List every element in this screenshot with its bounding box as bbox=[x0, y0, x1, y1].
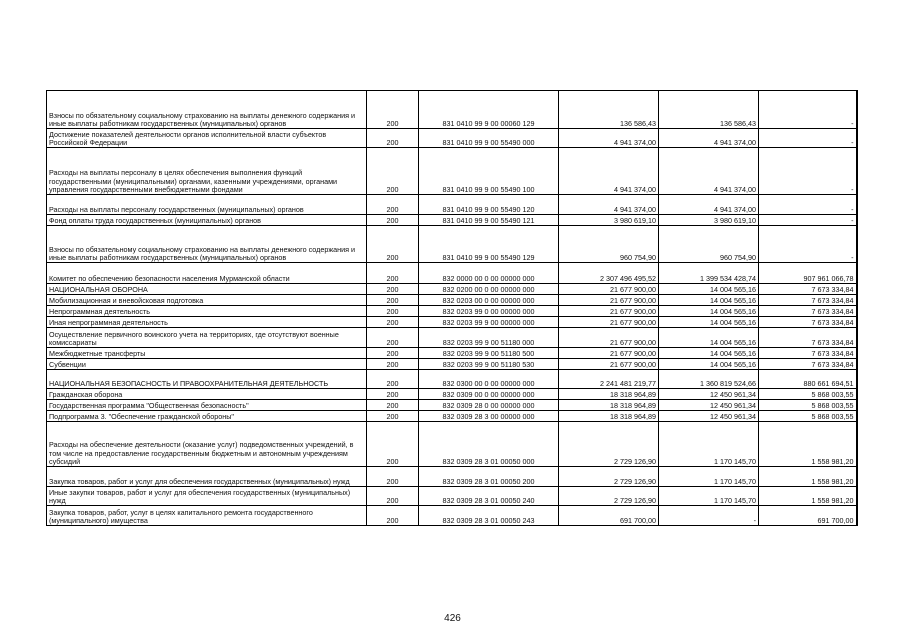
row-executed-amount: 4 941 374,00 bbox=[659, 129, 759, 148]
row-executed-amount: 1 170 145,70 bbox=[659, 487, 759, 506]
row-name: Фонд оплаты труда государственных (муниципальных) органов bbox=[47, 215, 367, 226]
row-name: Достижение показателей деятельности органов исполнительной власти субъектов Российской Федерации bbox=[47, 129, 367, 148]
row-classification-code: 831 0410 99 9 00 00060 129 bbox=[419, 91, 559, 129]
row-admin-code: 200 bbox=[367, 148, 419, 195]
row-admin-code: 200 bbox=[367, 328, 419, 348]
table-row bbox=[47, 348, 857, 359]
row-unexecuted-amount: - bbox=[759, 195, 857, 215]
row-unexecuted-amount: 7 673 334,84 bbox=[759, 359, 857, 370]
table-row bbox=[47, 284, 857, 295]
row-unexecuted-amount: 1 558 981,20 bbox=[759, 422, 857, 467]
row-unexecuted-amount: 7 673 334,84 bbox=[759, 284, 857, 295]
table-row bbox=[47, 263, 857, 284]
row-name: Государственная программа "Общественная безопасность" bbox=[47, 400, 367, 411]
table-row bbox=[47, 195, 857, 215]
row-unexecuted-amount: - bbox=[759, 129, 857, 148]
table-row bbox=[47, 487, 857, 506]
row-name: Взносы по обязательному социальному страхованию на выплаты денежного содержания и иные выплаты работникам государственных (муниципальных) органов bbox=[47, 226, 367, 263]
row-unexecuted-amount: - bbox=[759, 91, 857, 129]
row-approved-amount: 136 586,43 bbox=[559, 91, 659, 129]
row-executed-amount: 1 170 145,70 bbox=[659, 467, 759, 487]
row-classification-code: 832 0309 28 3 01 00050 000 bbox=[419, 422, 559, 467]
row-executed-amount: 3 980 619,10 bbox=[659, 215, 759, 226]
row-admin-code: 200 bbox=[367, 295, 419, 306]
table-row bbox=[47, 370, 857, 389]
row-unexecuted-amount: 7 673 334,84 bbox=[759, 328, 857, 348]
row-unexecuted-amount: - bbox=[759, 215, 857, 226]
row-name: Межбюджетные трансферты bbox=[47, 348, 367, 359]
row-approved-amount: 3 980 619,10 bbox=[559, 215, 659, 226]
row-unexecuted-amount: - bbox=[759, 226, 857, 263]
row-name: Иные закупки товаров, работ и услуг для обеспечения государственных (муниципальных) нужд bbox=[47, 487, 367, 506]
row-approved-amount: 4 941 374,00 bbox=[559, 195, 659, 215]
table-row bbox=[47, 148, 857, 195]
table-row bbox=[47, 359, 857, 370]
row-executed-amount: 4 941 374,00 bbox=[659, 148, 759, 195]
row-classification-code: 832 0309 28 0 00 00000 000 bbox=[419, 400, 559, 411]
row-name: Иная непрограммная деятельность bbox=[47, 317, 367, 328]
budget-report-sheet bbox=[46, 90, 856, 526]
row-executed-amount: 14 004 565,16 bbox=[659, 317, 759, 328]
table-row bbox=[47, 400, 857, 411]
row-admin-code: 200 bbox=[367, 370, 419, 389]
budget-execution-table bbox=[46, 90, 858, 526]
table-row bbox=[47, 226, 857, 263]
table-body bbox=[47, 91, 857, 526]
row-executed-amount: 12 450 961,34 bbox=[659, 389, 759, 400]
row-unexecuted-amount: - bbox=[759, 148, 857, 195]
row-name: Осуществление первичного воинского учета на территориях, где отсутствуют военные комиссариаты bbox=[47, 328, 367, 348]
row-name: Расходы на выплаты персоналу государственных (муниципальных) органов bbox=[47, 195, 367, 215]
row-admin-code: 200 bbox=[367, 129, 419, 148]
row-executed-amount: 1 399 534 428,74 bbox=[659, 263, 759, 284]
row-classification-code: 831 0410 99 9 00 55490 120 bbox=[419, 195, 559, 215]
row-classification-code: 832 0000 00 0 00 00000 000 bbox=[419, 263, 559, 284]
row-approved-amount: 18 318 964,89 bbox=[559, 411, 659, 422]
row-executed-amount: 12 450 961,34 bbox=[659, 400, 759, 411]
row-classification-code: 832 0309 28 3 01 00050 240 bbox=[419, 487, 559, 506]
row-executed-amount: 14 004 565,16 bbox=[659, 359, 759, 370]
table-row bbox=[47, 295, 857, 306]
row-unexecuted-amount: 5 868 003,55 bbox=[759, 411, 857, 422]
row-admin-code: 200 bbox=[367, 317, 419, 328]
row-unexecuted-amount: 5 868 003,55 bbox=[759, 389, 857, 400]
row-unexecuted-amount: 7 673 334,84 bbox=[759, 295, 857, 306]
table-row bbox=[47, 215, 857, 226]
row-approved-amount: 960 754,90 bbox=[559, 226, 659, 263]
row-classification-code: 831 0410 99 9 00 55490 121 bbox=[419, 215, 559, 226]
row-name: Расходы на выплаты персоналу в целях обеспечения выполнения функций государственными (муниципальными) органами, казенными учреждениями, органами управления государственными внебюджетными фондами bbox=[47, 148, 367, 195]
row-executed-amount: - bbox=[659, 506, 759, 526]
row-approved-amount: 21 677 900,00 bbox=[559, 306, 659, 317]
row-classification-code: 832 0203 99 9 00 51180 000 bbox=[419, 328, 559, 348]
row-admin-code: 200 bbox=[367, 467, 419, 487]
row-approved-amount: 2 729 126,90 bbox=[559, 487, 659, 506]
row-approved-amount: 2 241 481 219,77 bbox=[559, 370, 659, 389]
row-name: Мобилизационная и вневойсковая подготовка bbox=[47, 295, 367, 306]
row-name: Комитет по обеспечению безопасности населения Мурманской области bbox=[47, 263, 367, 284]
table-row bbox=[47, 129, 857, 148]
row-name: Закупка товаров, работ и услуг для обеспечения государственных (муниципальных) нужд bbox=[47, 467, 367, 487]
row-unexecuted-amount: 7 673 334,84 bbox=[759, 317, 857, 328]
page-number: 426 bbox=[444, 613, 461, 624]
row-admin-code: 200 bbox=[367, 389, 419, 400]
row-classification-code: 832 0309 28 3 01 00050 243 bbox=[419, 506, 559, 526]
table-row bbox=[47, 467, 857, 487]
row-admin-code: 200 bbox=[367, 400, 419, 411]
row-executed-amount: 14 004 565,16 bbox=[659, 295, 759, 306]
row-executed-amount: 1 360 819 524,66 bbox=[659, 370, 759, 389]
row-classification-code: 831 0410 99 9 00 55490 100 bbox=[419, 148, 559, 195]
table-row bbox=[47, 389, 857, 400]
row-classification-code: 832 0203 00 0 00 00000 000 bbox=[419, 295, 559, 306]
row-executed-amount: 14 004 565,16 bbox=[659, 306, 759, 317]
row-admin-code: 200 bbox=[367, 487, 419, 506]
row-unexecuted-amount: 691 700,00 bbox=[759, 506, 857, 526]
row-unexecuted-amount: 5 868 003,55 bbox=[759, 400, 857, 411]
table-row bbox=[47, 328, 857, 348]
row-name: Закупка товаров, работ, услуг в целях капитального ремонта государственного (муниципального) имущества bbox=[47, 506, 367, 526]
row-executed-amount: 960 754,90 bbox=[659, 226, 759, 263]
row-classification-code: 832 0203 99 9 00 00000 000 bbox=[419, 317, 559, 328]
row-approved-amount: 2 729 126,90 bbox=[559, 467, 659, 487]
table-row bbox=[47, 422, 857, 467]
row-admin-code: 200 bbox=[367, 359, 419, 370]
row-name: НАЦИОНАЛЬНАЯ ОБОРОНА bbox=[47, 284, 367, 295]
row-approved-amount: 21 677 900,00 bbox=[559, 295, 659, 306]
row-classification-code: 832 0203 99 0 00 00000 000 bbox=[419, 306, 559, 317]
row-approved-amount: 691 700,00 bbox=[559, 506, 659, 526]
table-row bbox=[47, 91, 857, 129]
row-admin-code: 200 bbox=[367, 411, 419, 422]
row-admin-code: 200 bbox=[367, 348, 419, 359]
row-approved-amount: 21 677 900,00 bbox=[559, 359, 659, 370]
row-unexecuted-amount: 1 558 981,20 bbox=[759, 467, 857, 487]
row-unexecuted-amount: 7 673 334,84 bbox=[759, 348, 857, 359]
row-executed-amount: 14 004 565,16 bbox=[659, 328, 759, 348]
row-approved-amount: 4 941 374,00 bbox=[559, 148, 659, 195]
row-executed-amount: 12 450 961,34 bbox=[659, 411, 759, 422]
row-admin-code: 200 bbox=[367, 422, 419, 467]
row-classification-code: 832 0203 99 9 00 51180 530 bbox=[419, 359, 559, 370]
row-admin-code: 200 bbox=[367, 506, 419, 526]
row-executed-amount: 1 170 145,70 bbox=[659, 422, 759, 467]
row-admin-code: 200 bbox=[367, 195, 419, 215]
row-name: Взносы по обязательному социальному страхованию на выплаты денежного содержания и иные выплаты работникам государственных (муниципальных) органов bbox=[47, 91, 367, 129]
row-unexecuted-amount: 1 558 981,20 bbox=[759, 487, 857, 506]
row-executed-amount: 4 941 374,00 bbox=[659, 195, 759, 215]
row-classification-code: 832 0200 00 0 00 00000 000 bbox=[419, 284, 559, 295]
row-name: Расходы на обеспечение деятельности (оказание услуг) подведомственных учреждений, в том числе на предоставление государственным бюджетным и автономным учреждениям субсидий bbox=[47, 422, 367, 467]
row-executed-amount: 14 004 565,16 bbox=[659, 348, 759, 359]
row-classification-code: 832 0309 00 0 00 00000 000 bbox=[419, 389, 559, 400]
row-unexecuted-amount: 7 673 334,84 bbox=[759, 306, 857, 317]
row-unexecuted-amount: 907 961 066,78 bbox=[759, 263, 857, 284]
row-name: Подпрограмма 3. "Обеспечение гражданской обороны" bbox=[47, 411, 367, 422]
row-name: Субвенции bbox=[47, 359, 367, 370]
row-unexecuted-amount: 880 661 694,51 bbox=[759, 370, 857, 389]
row-approved-amount: 4 941 374,00 bbox=[559, 129, 659, 148]
row-classification-code: 832 0309 28 3 00 00000 000 bbox=[419, 411, 559, 422]
row-name: Непрограммная деятельность bbox=[47, 306, 367, 317]
row-name: НАЦИОНАЛЬНАЯ БЕЗОПАСНОСТЬ И ПРАВООХРАНИТЕЛЬНАЯ ДЕЯТЕЛЬНОСТЬ bbox=[47, 370, 367, 389]
row-admin-code: 200 bbox=[367, 263, 419, 284]
table-row bbox=[47, 306, 857, 317]
row-approved-amount: 21 677 900,00 bbox=[559, 284, 659, 295]
row-admin-code: 200 bbox=[367, 226, 419, 263]
row-classification-code: 832 0309 28 3 01 00050 200 bbox=[419, 467, 559, 487]
row-approved-amount: 2 729 126,90 bbox=[559, 422, 659, 467]
row-approved-amount: 21 677 900,00 bbox=[559, 317, 659, 328]
row-approved-amount: 2 307 496 495,52 bbox=[559, 263, 659, 284]
row-approved-amount: 21 677 900,00 bbox=[559, 348, 659, 359]
table-row bbox=[47, 411, 857, 422]
row-name: Гражданская оборона bbox=[47, 389, 367, 400]
row-approved-amount: 18 318 964,89 bbox=[559, 389, 659, 400]
row-admin-code: 200 bbox=[367, 215, 419, 226]
row-approved-amount: 21 677 900,00 bbox=[559, 328, 659, 348]
row-classification-code: 832 0203 99 9 00 51180 500 bbox=[419, 348, 559, 359]
row-executed-amount: 136 586,43 bbox=[659, 91, 759, 129]
row-admin-code: 200 bbox=[367, 91, 419, 129]
row-admin-code: 200 bbox=[367, 306, 419, 317]
table-row bbox=[47, 506, 857, 526]
row-classification-code: 832 0300 00 0 00 00000 000 bbox=[419, 370, 559, 389]
row-executed-amount: 14 004 565,16 bbox=[659, 284, 759, 295]
table-row bbox=[47, 317, 857, 328]
row-classification-code: 831 0410 99 9 00 55490 129 bbox=[419, 226, 559, 263]
row-classification-code: 831 0410 99 9 00 55490 000 bbox=[419, 129, 559, 148]
row-approved-amount: 18 318 964,89 bbox=[559, 400, 659, 411]
row-admin-code: 200 bbox=[367, 284, 419, 295]
